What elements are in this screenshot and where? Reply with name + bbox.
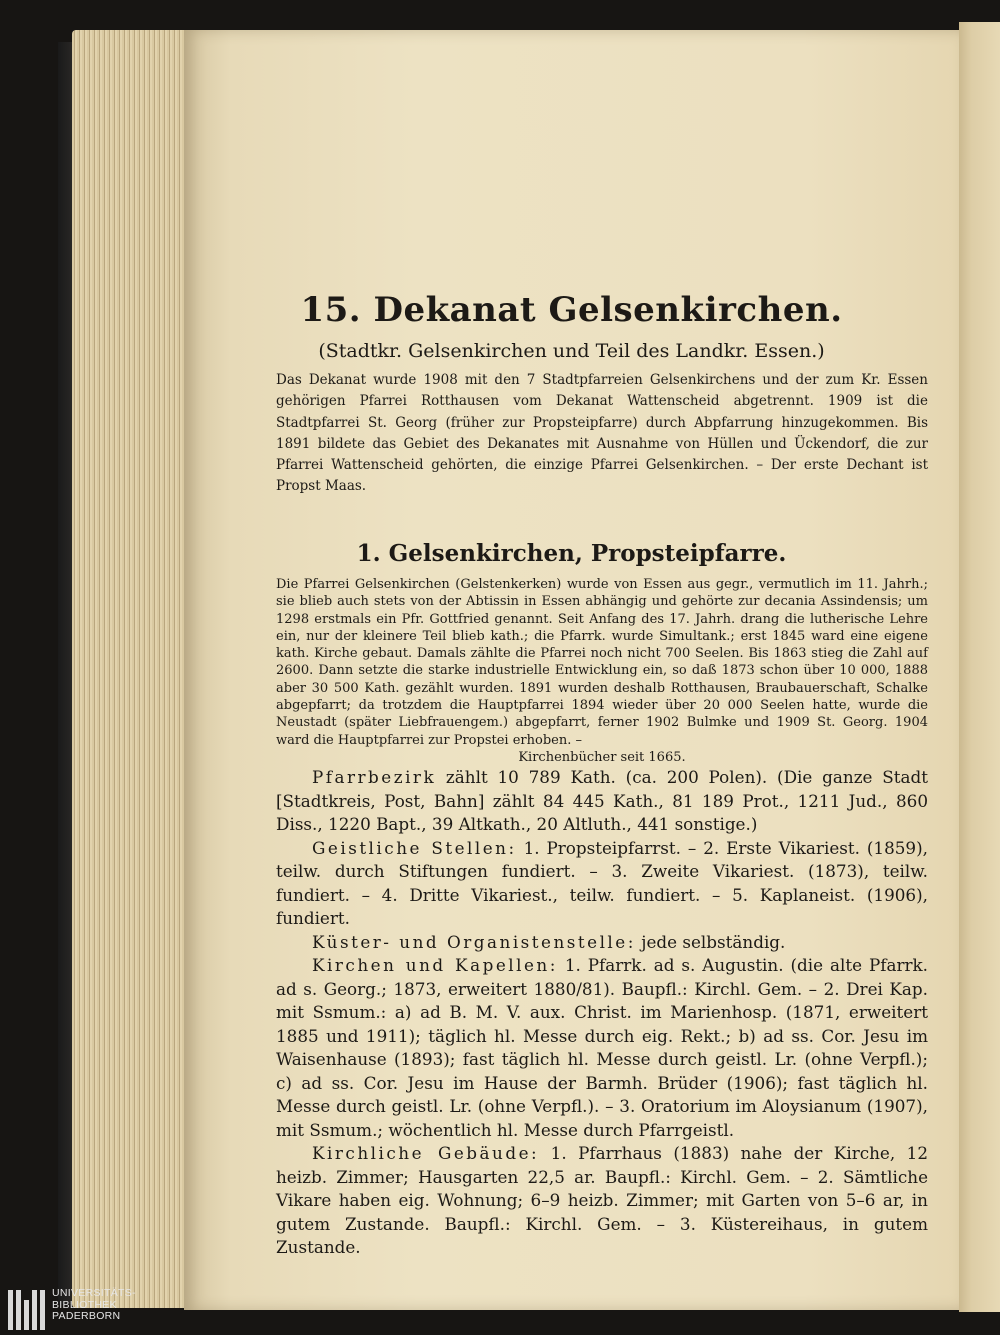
entry-text: 1. Propsteipfarrst. – 2. Erste Vikariest. (1859), teilw. durch Stiftungen fundiert. – 3. Zweite Vikariest. (1873), teilw. fundiert. – 4. Dritte Vikariest., teilw. fundiert. – 5. Kaplaneist. (1906), fundiert. <box>276 837 928 928</box>
library-logo-icon <box>8 1290 48 1330</box>
library-logo-text: UNIVERSITÄTS- BIBLIOTHEK PADERBORN <box>52 1287 136 1322</box>
entry-label: Geistliche Stellen: <box>312 837 517 858</box>
entry-kirchen <box>276 954 928 1142</box>
chapter-intro: Das Dekanat wurde 1908 mit den 7 Stadtpfarreien Gelsenkirchens und der zum Kr. Essen gehörigen Pfarrei Rotthausen vom Dekanat Wattenscheid abgetrennt. 1909 ist die Stadtpfarrei St. Georg (früher zur Propsteipfarre) durch Abpfarrung hinzugekommen. Bis 1891 bildete das Gebiet des Dekanates mit Ausnahme von Hüllen und Ückendorf, die zur Pfarrei Wattenscheid gehörten, die einzige Pfarrei Gelsenkirchen. – Der erste Dechant ist Propst Maas. <box>276 372 928 495</box>
entry-pfarrbezirk <box>276 766 928 837</box>
entry-geistliche-stellen <box>276 837 928 931</box>
chapter-title: 15. Dekanat Gelsenkirchen. <box>300 290 843 330</box>
entry-text: zählt 10 789 Kath. (ca. 200 Polen). (Die ganze Stadt [Stadtkreis, Post, Bahn] zählt 84 445 Kath., 81 189 Prot., 1211 Jud., 860 Diss., 1220 Bapt., 39 Altkath., 20 Altluth., 441 sonstige.) <box>276 767 928 834</box>
entry-label: Kirchen und Kapellen: <box>312 955 558 975</box>
library-logo <box>0 1280 160 1335</box>
history-end: Kirchenbücher seit 1665. <box>518 749 686 765</box>
entry-kuester <box>276 931 928 955</box>
entry-label: Küster- und Organistenstelle: <box>312 931 636 952</box>
entry-text: 1. Pfarrhaus (1883) nahe der Kirche, 12 heizb. Zimmer; Hausgarten 22,5 ar. Baupfl.: Kirchl. Gem. – 2. Sämtliche Vikare haben eig. Wohnung; 6–9 heizb. Zimmer; mit Garten von 5–6 ar, in gutem Zustande. Baupfl.: Kirchl. Gem. – 3. Küstereihaus, in gutem Zustande. <box>276 1143 928 1257</box>
chapter-subtitle: (Stadtkr. Gelsenkirchen und Teil des Landkr. Essen.) <box>318 340 825 362</box>
entry-label: Pfarrbezirk <box>312 767 437 787</box>
section-history <box>276 576 928 766</box>
entry-text: jede selbständig. <box>641 931 786 952</box>
entry-text: 1. Pfarrk. ad s. Augustin. (die alte Pfarrk. ad s. Georg.; 1873, erweitert 1880/81). Baupfl.: Kirchl. Gem. – 2. Drei Kap. mit Ssmum.: a) ad B. M. V. aux. Christ. im Marienhosp. (1871, erweitert 1885 und 1911); täglich hl. Messe durch eig. Rekt.; b) ad ss. Cor. Jesu im Waisenhause (1893); fast täglich hl. Messe durch geistl. Lr. (ohne Verpfl.); c) ad ss. Cor. Jesu im Hause der Barmh. Brüder (1906); fast täglich hl. Messe durch geistl. Lr. (ohne Verpfl.). – 3. Oratorium im Aloysianum (1907), mit Ssmum.; wöchentlich hl. Messe durch Pfarrgeistl. <box>276 955 928 1140</box>
history-text: Die Pfarrei Gelsenkirchen (Gelstenkerken) wurde von Essen aus gegr., vermutlich im 11. Jahrh.; sie blieb auch stets von der Abtissin in Essen abhängig und gehörte zur decania Assindensis; um 1298 erstmals ein Pfr. Gottfried genannt. Seit Anfang des 17. Jahrh. drang die lutherische Lehre ein, nur der kleinere Teil blieb kath.; die Pfarrk. wurde Simultank.; erst 1845 ward eine eigene kath. Kirche gebaut. Damals zählte die Pfarrei noch nicht 700 Seelen. Bis 1863 stieg die Zahl auf 2600. Dann setzte die starke industrielle Entwicklung ein, so daß 1873 schon über 10 000, 1888 aber 30 500 Kath. gezählt wurden. 1891 wurden deshalb Rotthausen, Braubauerschaft, Schalke abgepfarrt; da trotzdem die Hauptpfarrei 1894 wieder über 20 000 Seelen hatte, wurde die Neustadt (später Liebfrauengem.) abgepfarrt, ferner 1902 Bulmke und 1909 St. Georg. 1904 ward die Hauptpfarrei zur Propstei erhoben. – <box>276 577 928 748</box>
page-stack-edge <box>72 30 190 1308</box>
entry-gebaeude <box>276 1142 928 1260</box>
right-page-edge <box>959 22 1000 1312</box>
entries-block <box>276 766 928 1260</box>
entry-label: Kirchliche Gebäude: <box>312 1143 540 1163</box>
section-title: 1. Gelsenkirchen, Propsteipfarre. <box>356 540 787 567</box>
